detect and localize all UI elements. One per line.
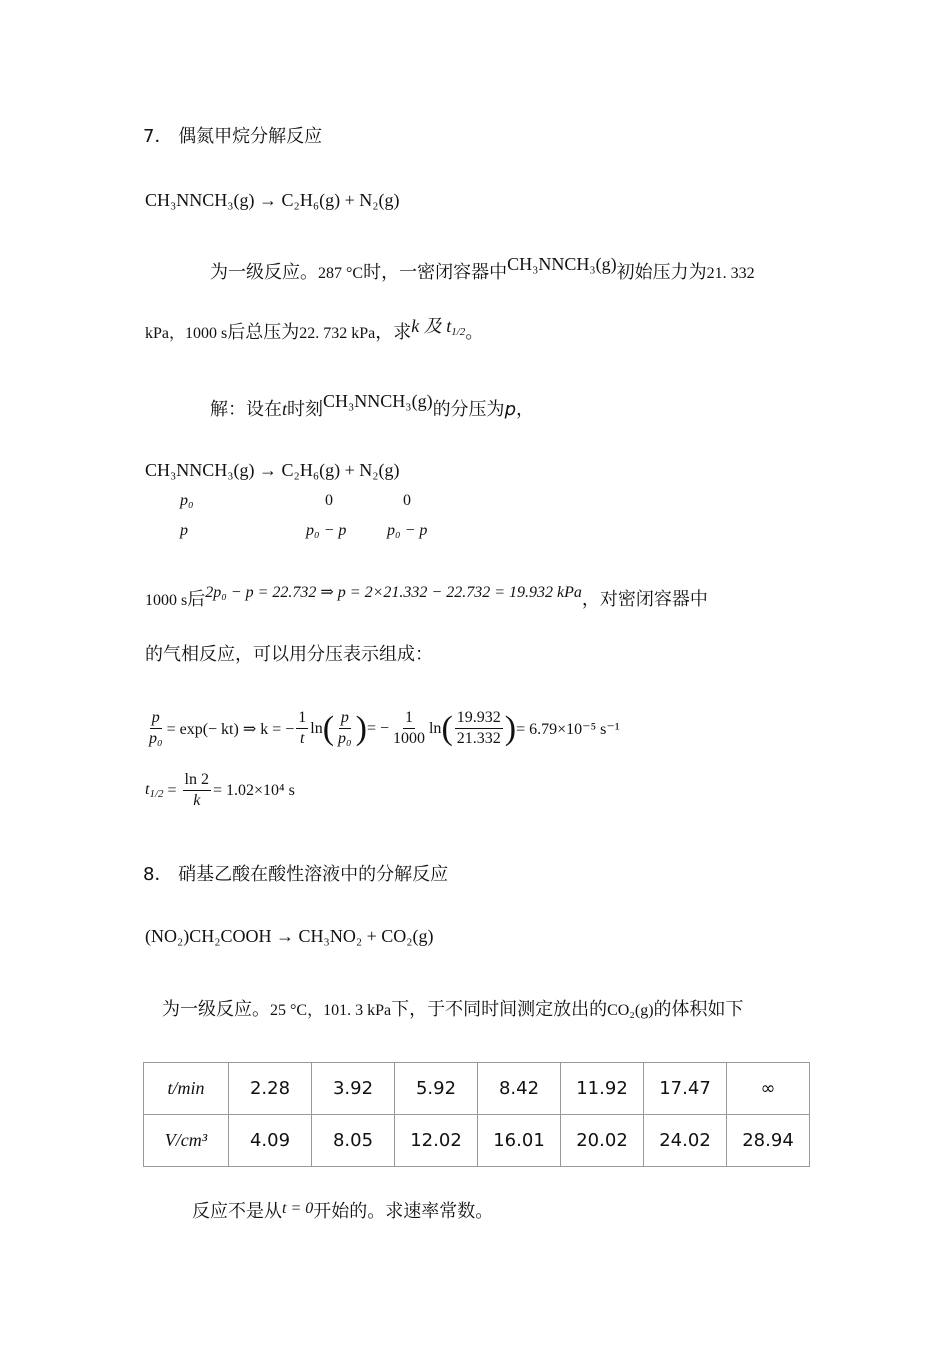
numerator: 1 [403, 708, 415, 729]
asked-text: k 及 t [411, 316, 452, 336]
volume-time-table [143, 1062, 810, 1167]
time-value: 1000 s [145, 592, 188, 609]
text-segment: 时刻 [287, 399, 324, 420]
table-row [144, 1063, 810, 1115]
table-cell: 4.09 [229, 1115, 312, 1167]
denominator: k [193, 792, 201, 809]
after-1000s-line2: 的气相反应，可以用分压表示组成： [145, 644, 433, 665]
table-row [144, 1115, 810, 1167]
table-cell: 8.05 [312, 1115, 395, 1167]
stoich-r2c2: p₀ − p [306, 522, 347, 539]
symbol-t: t [145, 781, 150, 798]
denominator: p₀ [338, 730, 352, 747]
equals-sign: = [167, 781, 177, 799]
table-cell: 12.02 [395, 1115, 478, 1167]
unit: kPa， [145, 325, 186, 342]
denominator: t [300, 730, 305, 747]
numerator: 19.932 [455, 708, 503, 729]
right-paren: ) [355, 709, 367, 747]
text-segment: ， [516, 399, 534, 420]
text-segment: 下，于不同时间测定放出的 [391, 999, 608, 1020]
table-cell: 5.92 [395, 1063, 478, 1115]
species-formula: CH₃NNCH₃(g) [507, 254, 617, 274]
text-segment: ，求 [375, 322, 412, 343]
text-segment: 为一级反应。 [210, 262, 318, 283]
solution-intro [210, 391, 534, 421]
stoich-r2c1: p [180, 522, 188, 539]
stoich-r1c1: p₀ [180, 492, 194, 509]
stoich-r1c3: 0 [403, 492, 411, 509]
species-formula: CH₃NNCH₃(g) [323, 391, 433, 411]
fraction-1-1000 [391, 708, 427, 749]
table-cell: ∞ [727, 1063, 810, 1115]
numerator: p [150, 708, 162, 729]
text-segment: 后总压为 [227, 322, 300, 343]
text-segment: 的分压为 [432, 399, 505, 420]
table-cell: 2.28 [229, 1063, 312, 1115]
eq-middle: = exp(− kt) ⇒ k = − [166, 720, 295, 738]
problem-7-statement-line1 [210, 254, 755, 284]
eq-result: = 1.02×10⁴ s [213, 781, 295, 799]
after-1000s-line [145, 585, 708, 611]
fraction-ln2-k [183, 770, 211, 811]
conditions: 25 °C，101. 3 kPa [270, 1002, 392, 1019]
table-cell: 28.94 [727, 1115, 810, 1167]
text-segment: 为一级反应。 [162, 999, 270, 1020]
eq-equals: = − [366, 719, 389, 737]
fraction-1-t [296, 708, 308, 749]
row-header-t: t/min [144, 1063, 229, 1115]
table-cell: 3.92 [312, 1063, 395, 1115]
denominator: 1000 [392, 730, 425, 747]
problem-8-question [192, 1197, 493, 1223]
stoich-reaction: CH₃NNCH₃(g) → C₂H₆(g) + N₂(g) [145, 460, 400, 480]
text-segment: 初始压力为 [616, 262, 707, 283]
problem-8-heading: 8． 硝基乙酸在酸性溶液中的分解反应 [143, 864, 449, 885]
total-pressure: 22. 732 kPa [299, 325, 376, 342]
stoich-r2c3: p₀ − p [387, 522, 428, 539]
text-segment: 后 [187, 589, 206, 610]
text-segment: 解：设在 [210, 399, 282, 420]
denominator: p₀ [149, 730, 163, 747]
text-segment: 。 [465, 322, 484, 343]
temperature: 287 °C [318, 265, 364, 282]
species-formula: CO₂(g) [607, 1002, 654, 1019]
problem-7-statement-line2 [145, 318, 483, 344]
fraction-p-p0-inner [336, 708, 354, 749]
symbol-subscript: 1/2 [149, 788, 164, 800]
time-value: 1000 s [185, 325, 228, 342]
eq-result: = 6.79×10⁻⁵ s⁻¹ [516, 720, 620, 738]
left-paren: ( [441, 709, 453, 747]
left-paren: ( [322, 709, 335, 747]
numerator: p [339, 708, 351, 729]
half-life-symbol [145, 781, 164, 800]
numerator: 1 [296, 708, 308, 729]
ln-label: ln [310, 719, 323, 737]
fraction-p-p0 [147, 708, 165, 749]
denominator: 21.332 [456, 730, 501, 747]
table-cell: 11.92 [561, 1063, 644, 1115]
asked-subscript: 1/2 [451, 326, 466, 338]
table-cell: 16.01 [478, 1115, 561, 1167]
half-life-equation [145, 770, 295, 811]
ln-label: ln [428, 719, 442, 737]
problem-7-heading: 7． 偶氮甲烷分解反应 [143, 126, 323, 147]
text-segment: 的体积如下 [653, 999, 744, 1020]
problem-7-reaction: CH₃NNCH₃(g) → C₂H₆(g) + N₂(g) [145, 190, 400, 210]
variable-p: p [504, 399, 516, 420]
text-segment: 时，一密闭容器中 [363, 262, 508, 283]
text-segment: ，对密闭容器中 [581, 589, 708, 610]
table-cell: 8.42 [478, 1063, 561, 1115]
text-segment: 反应不是从 [192, 1201, 282, 1222]
numerator: ln 2 [183, 770, 211, 791]
pressure-equation: 2p₀ − p = 22.732 ⇒ p = 2×21.332 − 22.732 = 19.932 kPa [205, 584, 582, 601]
problem-8-reaction: (NO₂)CH₂COOH → CH₃NO₂ + CO₂(g) [145, 926, 434, 946]
right-paren: ) [504, 709, 517, 747]
table-cell: 17.47 [644, 1063, 727, 1115]
initial-pressure: 21. 332 [706, 265, 755, 282]
text-segment: 开始的。求速率常数。 [313, 1201, 494, 1222]
rate-constant-equation [145, 708, 620, 749]
t-equals-zero: t = 0 [282, 1200, 314, 1217]
fraction-pressures [455, 708, 503, 749]
variable-t: t [282, 399, 288, 419]
stoich-r1c2: 0 [325, 492, 333, 509]
row-header-v: V/cm³ [144, 1115, 229, 1167]
asked-quantities [411, 316, 465, 336]
table-cell: 20.02 [561, 1115, 644, 1167]
problem-8-statement [162, 995, 744, 1021]
table-cell: 24.02 [644, 1115, 727, 1167]
